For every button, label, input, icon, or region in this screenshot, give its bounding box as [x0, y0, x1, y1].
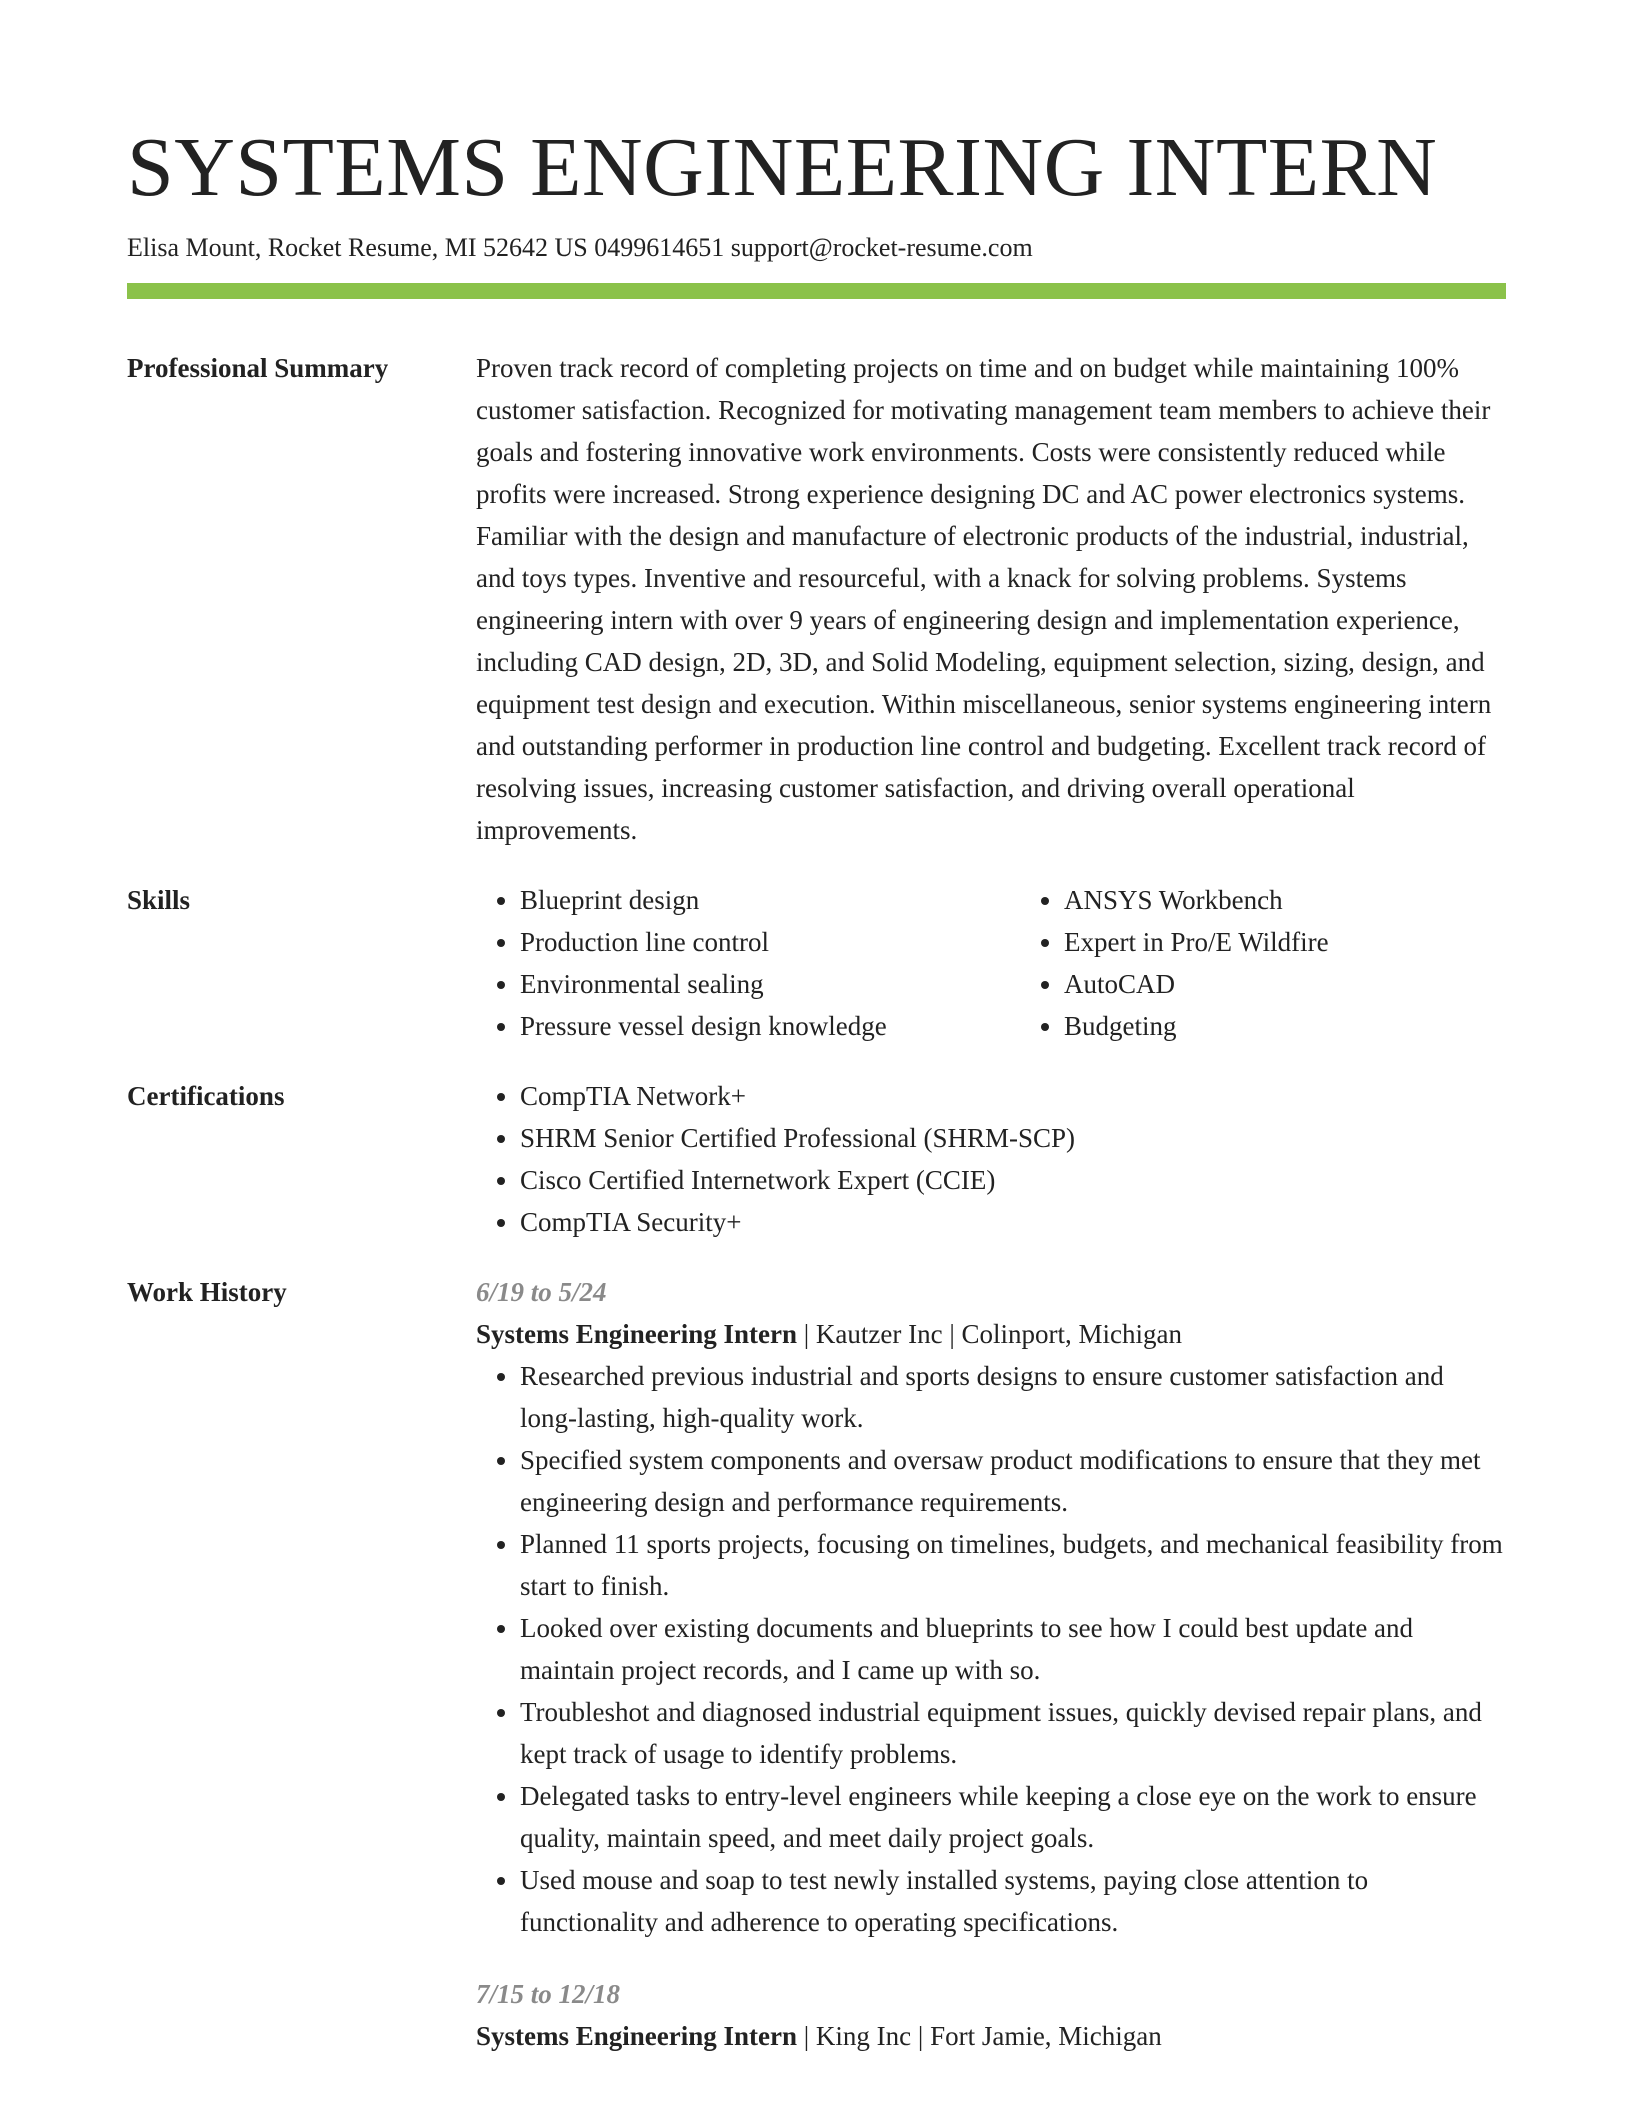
skills-section — [127, 879, 1506, 1047]
job-bullet: • Used mouse and soap to test newly installed systems, paying close attention to functionality and adherence to operating specifications. — [520, 1859, 1506, 1943]
skill-item: • AutoCAD — [1064, 963, 1564, 1005]
job-entry — [476, 1271, 1506, 1943]
skill-item: • Pressure vessel design knowledge — [520, 1005, 1020, 1047]
job-bullet: • Looked over existing documents and blueprints to see how I could best update and maintain project records, and I came up with so. — [520, 1607, 1506, 1691]
job-dates: 6/19 to 5/24 — [476, 1277, 607, 1307]
certification-item: • SHRM Senior Certified Professional (SHRM-SCP) — [520, 1117, 1506, 1159]
summary-section — [127, 347, 1506, 851]
skill-item: • Production line control — [520, 921, 1020, 963]
contact-address: Rocket Resume, MI 52642 US — [267, 233, 588, 262]
job-title: Systems Engineering Intern — [476, 2021, 798, 2051]
summary-body — [476, 347, 1506, 851]
certification-item: • CompTIA Security+ — [520, 1201, 1506, 1243]
work-history-heading: Work History — [127, 1277, 287, 1307]
header-divider — [127, 283, 1506, 299]
job-bullet: • Researched previous industrial and sports designs to ensure customer satisfaction and long-lasting, high-quality work. — [520, 1355, 1506, 1439]
skills-body — [476, 879, 1564, 1047]
skill-item: • ANSYS Workbench — [1064, 879, 1564, 921]
certifications-section — [127, 1075, 1506, 1243]
job-title: Systems Engineering Intern — [476, 1319, 798, 1349]
contact-phone: 0499614651 — [594, 233, 725, 262]
job-header — [476, 1313, 1506, 1355]
skills-list-right — [1020, 879, 1564, 1047]
skill-item: • Budgeting — [1064, 1005, 1564, 1047]
job-location: Colinport, Michigan — [961, 1319, 1182, 1349]
job-bullet: • Specified system components and oversaw product modifications to ensure that they met engineering design and performance requirements. — [520, 1439, 1506, 1523]
job-bullet-list — [476, 1355, 1506, 1943]
job-entry — [476, 1973, 1506, 2057]
skills-list-left — [476, 879, 1020, 1047]
skill-item: • Expert in Pro/E Wildfire — [1064, 921, 1564, 963]
certification-item: • Cisco Certified Internetwork Expert (CCIE) — [520, 1159, 1506, 1201]
job-company: Kautzer Inc — [815, 1319, 943, 1349]
certifications-list — [476, 1075, 1506, 1243]
certification-item: • CompTIA Network+ — [520, 1075, 1506, 1117]
job-location: Fort Jamie, Michigan — [930, 2021, 1162, 2051]
skills-heading: Skills — [127, 885, 191, 915]
job-header — [476, 2015, 1506, 2057]
work-history-section — [127, 1271, 1506, 2087]
contact-line — [127, 231, 1506, 265]
job-bullet: • Troubleshot and diagnosed industrial equipment issues, quickly devised repair plans, and kept track of usage to identify problems. — [520, 1691, 1506, 1775]
contact-email[interactable]: support@rocket-resume.com — [730, 233, 1033, 262]
certifications-body — [476, 1075, 1506, 1243]
summary-text: Proven track record of completing projects on time and on budget while maintaining 100% customer satisfaction. Recognized for motivating management team members to achieve their goals and fostering innovative work environments. Costs were consistently reduced while profits were increased. Strong experience designing DC and AC power electronics systems. Familiar with the design and manufacture of electronic products of the industrial, industrial, and toys types. Inventive and resourceful, with a knack for solving problems. Systems engineering intern with over 9 years of engineering design and implementation experience, including CAD design, 2D, 3D, and Solid Modeling, equipment selection, sizing, design, and equipment test design and execution. Within miscellaneous, senior systems engineering intern and outstanding performer in production line control and budgeting. Excellent track record of resolving issues, increasing customer satisfaction, and driving overall operational improvements. — [476, 353, 1492, 845]
skill-item: • Blueprint design — [520, 879, 1020, 921]
job-dates: 7/15 to 12/18 — [476, 1979, 621, 2009]
summary-heading: Professional Summary — [127, 353, 389, 383]
work-history-body — [476, 1271, 1506, 2087]
job-bullet: • Delegated tasks to entry-level engineers while keeping a close eye on the work to ensure quality, maintain speed, and meet daily project goals. — [520, 1775, 1506, 1859]
certifications-heading: Certifications — [127, 1081, 285, 1111]
skill-item: • Environmental sealing — [520, 963, 1020, 1005]
job-company: King Inc — [815, 2021, 912, 2051]
job-bullet: • Planned 11 sports projects, focusing on timelines, budgets, and mechanical feasibility from start to finish. — [520, 1523, 1506, 1607]
contact-name: Elisa Mount, — [127, 233, 262, 262]
resume-title: SYSTEMS ENGINEERING INTERN — [127, 121, 1438, 214]
